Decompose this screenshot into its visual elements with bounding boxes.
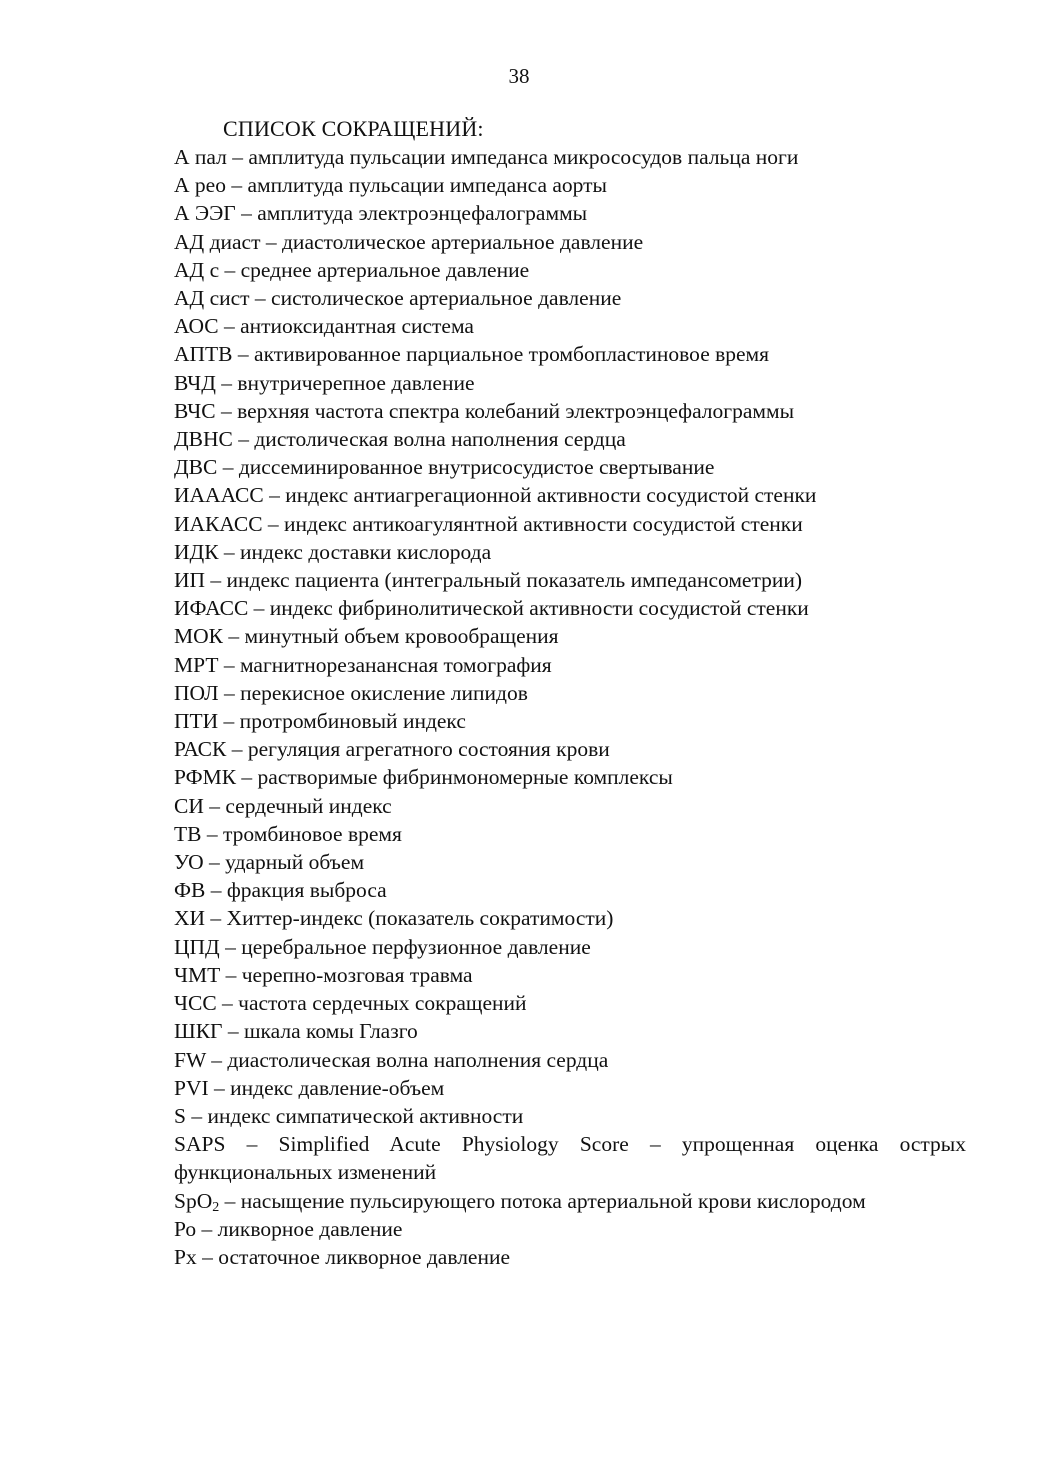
abbreviation-entry: А ЭЭГ – амплитуда электроэнцефалограммы <box>174 201 588 226</box>
abbreviation-entry: FW – диастолическая волна наполнения сердца <box>174 1047 609 1072</box>
abbreviation-entry: МРТ – магнитнорезанансная томография <box>174 652 552 677</box>
abbreviation-entry: ТВ – тромбиновое время <box>174 821 402 846</box>
abbreviation-entry: А рео – амплитуда пульсации импеданса аорты <box>174 173 607 198</box>
abbreviation-entry: ИП – индекс пациента (интегральный показатель импедансометрии) <box>174 568 803 593</box>
page-number: 38 <box>508 64 530 88</box>
abbreviation-entry: ЧСС – частота сердечных сокращений <box>174 991 527 1016</box>
abbreviations-heading: СПИСОК СОКРАЩЕНИЙ: <box>223 116 484 141</box>
abbreviation-entry: МОК – минутный объем кровообращения <box>174 624 559 649</box>
abbreviation-entry: АОС – антиоксидантная система <box>174 314 474 339</box>
spo2-abbr-subscript: 2 <box>212 1199 220 1215</box>
abbreviation-entry: ИАКАСС – индекс антикоагулянтной активности сосудистой стенки <box>174 511 803 536</box>
abbreviation-entry: ПОЛ – перекисное окисление липидов <box>174 680 528 705</box>
abbreviation-entry: ДВНС – дистолическая волна наполнения сердца <box>174 427 626 452</box>
abbreviation-entry: УО – ударный объем <box>174 850 365 875</box>
saps-line-2: функциональных изменений <box>174 1160 437 1185</box>
abbreviation-entry: ДВС – диссеминированное внутрисосудистое свертывание <box>174 455 715 480</box>
abbreviation-entry: ЧМТ – черепно-мозговая травма <box>174 962 473 987</box>
abbreviation-entry: АД диаст – диастолическое артериальное давление <box>174 229 644 254</box>
abbreviation-entry: РАСК – регуляция агрегатного состояния крови <box>174 737 610 762</box>
abbreviation-entry: ФВ – фракция выброса <box>174 878 387 903</box>
abbreviation-entry: ВЧД – внутричерепное давление <box>174 370 475 395</box>
abbreviation-entry: СИ – сердечный индекс <box>174 793 392 818</box>
abbreviation-entry: ЦПД – церебральное перфузионное давление <box>174 934 591 959</box>
abbreviation-entry: АД с – среднее артериальное давление <box>174 257 530 282</box>
abbreviation-entry: Ро – ликворное давление <box>174 1216 403 1241</box>
abbreviation-entry: АД сист – систолическое артериальное давление <box>174 286 622 311</box>
abbreviation-entry-saps <box>174 1130 966 1186</box>
abbreviation-entry: ПТИ – протромбиновый индекс <box>174 709 466 734</box>
abbreviation-entry: РФМК – растворимые фибринмономерные комплексы <box>174 765 673 790</box>
abbreviation-entry: Рх – остаточное ликворное давление <box>174 1244 511 1269</box>
saps-line-1: SAPS – Simplified Acute Physiology Score – упрощенная оценка острых <box>174 1132 966 1157</box>
abbreviation-entry-spo2 <box>174 1187 966 1215</box>
abbreviation-entry: ШКГ – шкала комы Глазго <box>174 1019 418 1044</box>
spo2-abbr-base: SpO <box>174 1188 213 1213</box>
abbreviation-entry: АПТВ – активированное парциальное тромбопластиновое время <box>174 342 770 367</box>
abbreviation-entry: ИАААСС – индекс антиагрегационной активности сосудистой стенки <box>174 483 817 508</box>
abbreviation-entry: А пал – амплитуда пульсации импеданса микрососудов пальца ноги <box>174 145 799 169</box>
abbreviation-entry: ИФАСС – индекс фибринолитической активности сосудистой стенки <box>174 596 809 621</box>
abbreviation-list <box>174 143 966 1271</box>
abbreviation-entry: S – индекс симпатической активности <box>174 1103 524 1128</box>
abbreviation-entry: PVI – индекс давление-объем <box>174 1075 445 1100</box>
spo2-definition: – насыщение пульсирующего потока артериальной крови кислородом <box>219 1188 866 1213</box>
abbreviation-entry: ИДК – индекс доставки кислорода <box>174 539 492 564</box>
abbreviation-entry: ВЧС – верхняя частота спектра колебаний электроэнцефалограммы <box>174 398 795 423</box>
abbreviation-entry: ХИ – Хиттер-индекс (показатель сократимости) <box>174 906 614 931</box>
